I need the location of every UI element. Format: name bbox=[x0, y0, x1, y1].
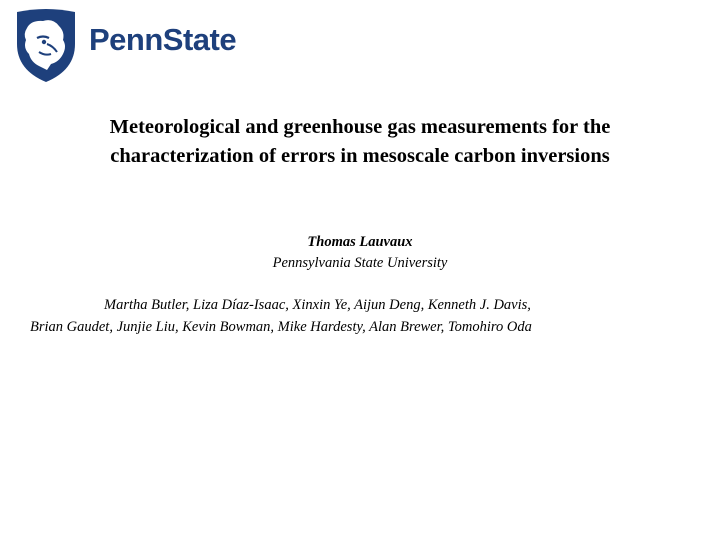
presentation-title bbox=[0, 113, 720, 171]
presenter-block bbox=[0, 232, 720, 274]
penn-state-logo bbox=[13, 8, 243, 84]
nittany-lion-shield-icon bbox=[13, 8, 79, 84]
coauthors-line-1: Martha Butler, Liza Díaz-Isaac, Xinxin Ye, Aijun Deng, Kenneth J. Davis, bbox=[104, 297, 531, 313]
coauthors-line-2: Brian Gaudet, Junjie Liu, Kevin Bowman, Mike Hardesty, Alan Brewer, Tomohiro Oda bbox=[30, 319, 532, 335]
title-line-2: characterization of errors in mesoscale carbon inversions bbox=[110, 145, 610, 167]
title-line-1: Meteorological and greenhouse gas measurements for the bbox=[109, 116, 611, 138]
presenter-name: Thomas Lauvaux bbox=[307, 234, 413, 250]
presenter-affiliation: Pennsylvania State University bbox=[272, 255, 448, 271]
penn-state-wordmark: PennState bbox=[89, 22, 237, 57]
coauthors-block bbox=[0, 294, 720, 338]
